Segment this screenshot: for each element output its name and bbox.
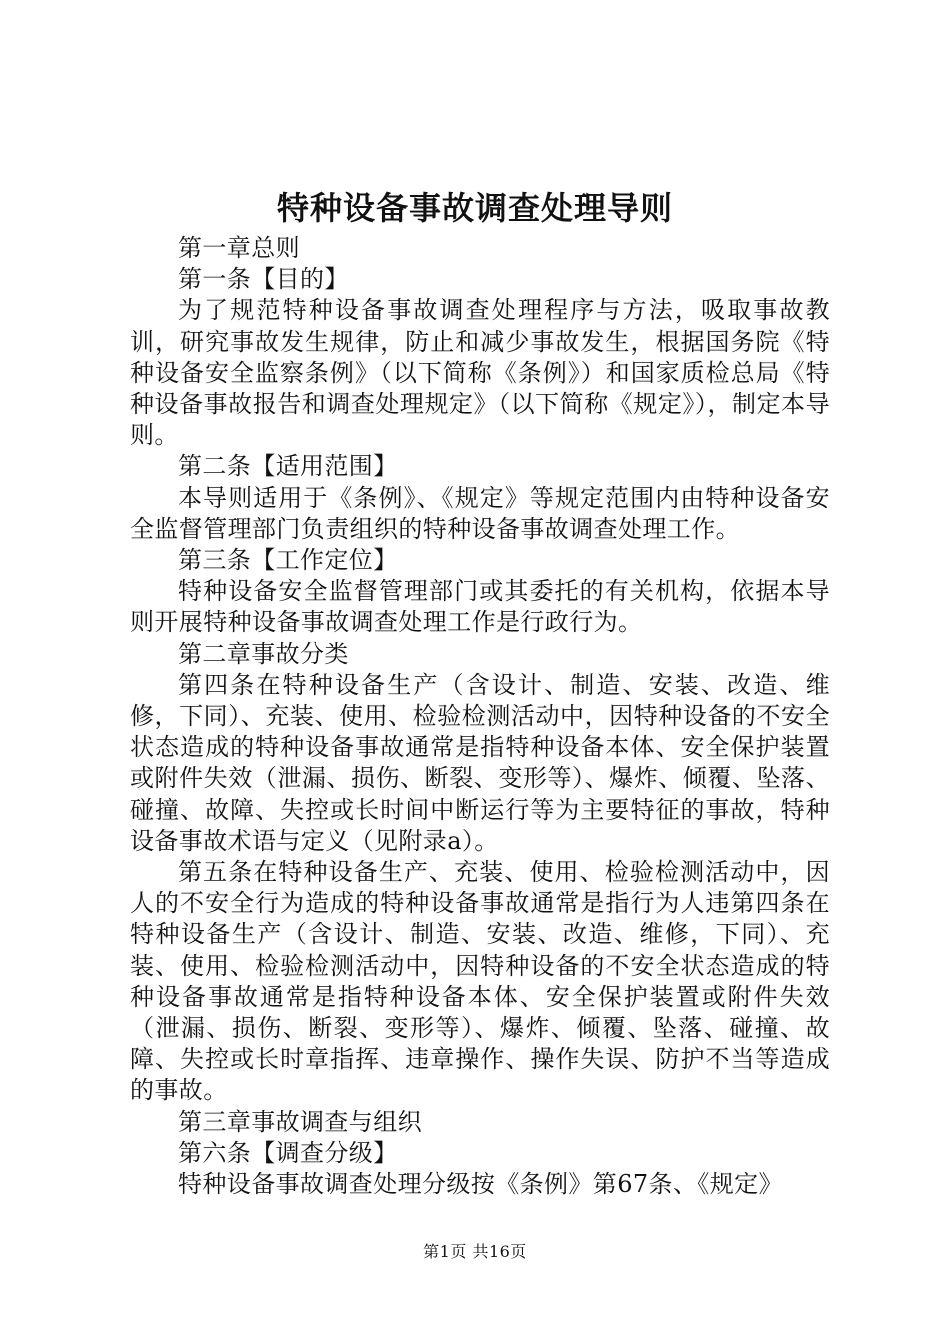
body-paragraph: 第四条在特种设备生产（含设计、制造、安装、改造、维修，下同）、充装、使用、检验检测活动中，因特种设备的不安全状态造成的特种设备事故通常是指特种设备本体、安全保护装置或附件失效（泄漏、损伤、断裂、变形等）、爆炸、倾覆、坠落、碰撞、故障、失控或长时间中断运行等为主要特征的事故，特种设备事故术语与定义（见附录a）。 — [130, 670, 830, 855]
page-number-footer: 第1页 共16页 — [423, 1242, 527, 1261]
document-title: 特种设备事故调查处理导则 — [276, 189, 673, 227]
body-paragraph: 特种设备安全监督管理部门或其委托的有关机构，依据本导则开展特种设备事故调查处理工作是行政行为。 — [130, 577, 830, 637]
body-paragraph: 特种设备事故调查处理分级按《条例》第67条、《规定》 — [178, 1170, 783, 1199]
article-heading: 第二条【适用范围】 — [178, 452, 398, 481]
article-heading: 第三条【工作定位】 — [178, 546, 398, 575]
chapter-heading: 第一章总则 — [178, 234, 300, 262]
body-paragraph: 本导则适用于《条例》、《规定》等规定范围内由特种设备安全监督管理部门负责组织的特种设备事故调查处理工作。 — [130, 483, 830, 543]
body-paragraph: 为了规范特种设备事故调查处理程序与方法，吸取事故教训，研究事故发生规律，防止和减少事故发生，根据国务院《特种设备安全监察条例》（以下简称《条例》）和国家质检总局《特种设备事故报告和调查处理规定》（以下简称《规定》），制定本导则。 — [130, 296, 830, 450]
document-body — [130, 233, 830, 1200]
article-heading: 第六条【调查分级】 — [178, 1138, 398, 1167]
chapter-heading: 第二章事故分类 — [178, 639, 349, 668]
chapter-heading: 第三章事故调查与组织 — [178, 1107, 422, 1136]
body-paragraph: 第五条在特种设备生产、充装、使用、检验检测活动中，因人的不安全行为造成的特种设备事故通常是指行为人违第四条在特种设备生产（含设计、制造、安装、改造、维修，下同）、充装、使用、检验检测活动中，因特种设备的不安全状态造成的特种设备事故通常是指特种设备本体、安全保护装置或附件失效（泄漏、损伤、断裂、变形等）、爆炸、倾覆、坠落、碰撞、故障、失控或长时章指挥、违章操作、操作失误、防护不当等造成的事故。 — [130, 858, 830, 1105]
article-heading: 第一条【目的】 — [178, 265, 349, 294]
